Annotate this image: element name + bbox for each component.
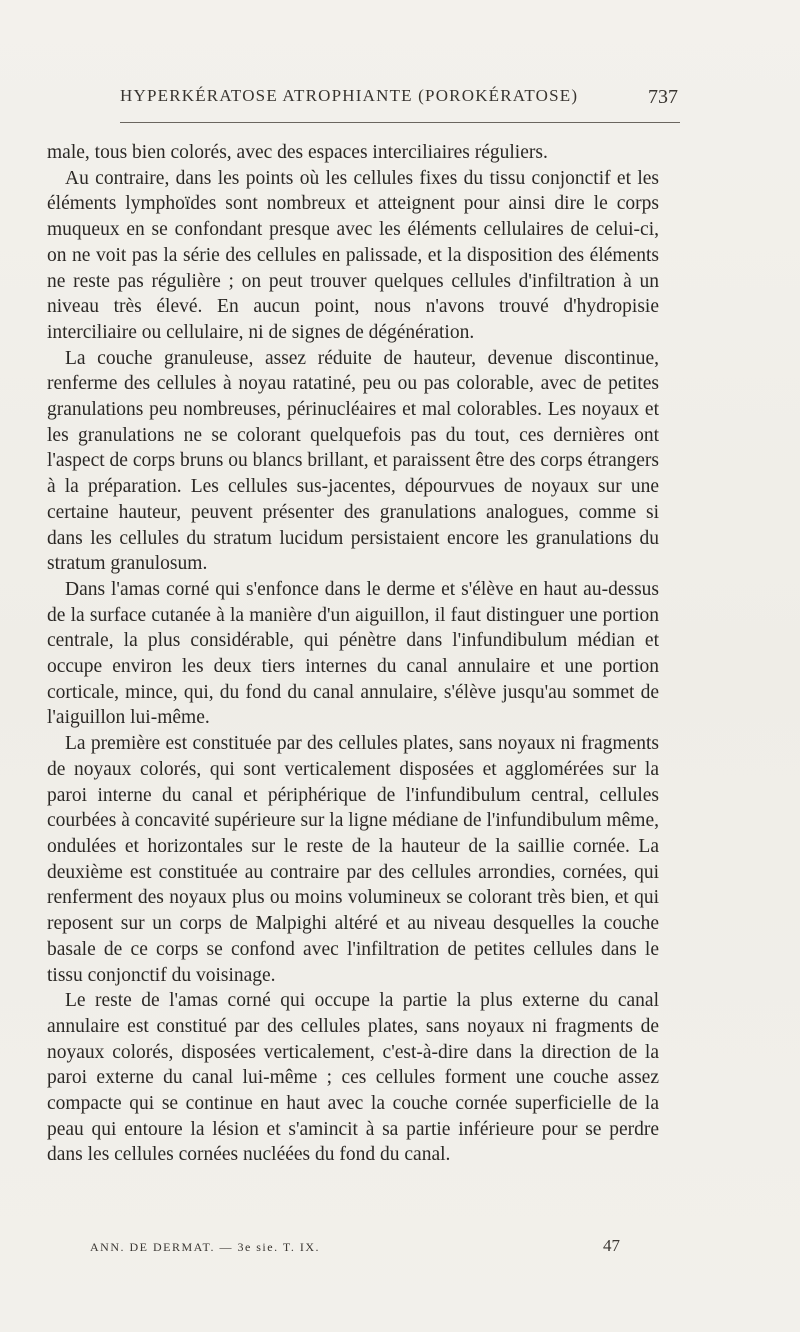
header-rule — [120, 122, 680, 123]
journal-reference: ANN. DE DERMAT. — 3e sie. T. IX. — [90, 1240, 320, 1254]
page-footer — [90, 1236, 620, 1258]
page-number: 737 — [648, 86, 678, 108]
paragraph-3: La couche granuleuse, assez réduite de hauteur, devenue discontinue, renferme des cellules à noyau ratatiné, peu ou pas colorable, avec de petites granulations peu nombreuses, périnucléaires et mal colorables. Les noyaux et les granulations ne se colorant quelquefois pas du tout, ces dernières ont l'aspect de corps bruns ou blancs brillant, et paraissent être des corps étrangers à la préparation. Les cellules sus-jacentes, dépourvues de noyaux sur une certaine hauteur, peuvent présenter des granulations analogues, comme si dans les cellules du stratum lucidum persistaient encore les granulations du stratum granulosum. — [47, 347, 659, 575]
running-header — [120, 86, 680, 110]
paragraph-5: La première est constituée par des cellules plates, sans noyaux ni fragments de noyaux colorés, qui sont verticalement disposées et agglomérées sur la paroi interne du canal et périphérique de l'infundibulum central, cellules courbées à concavité supérieure sur la ligne médiane de l'infundibulum même, ondulées et horizontales sur le reste de la hauteur de la saillie cornée. La deuxième est constituée au contraire par des cellules arrondies, cornées, qui renferment des noyaux plus ou moins volumineux se colorant très bien, et qui reposent sur un corps de Malpighi altéré et au niveau desquelles la couche basale de ce corps se confond avec l'infiltration de petites cellules dans le tissu conjonctif du voisinage. — [47, 733, 659, 986]
paragraph-4: Dans l'amas corné qui s'enfonce dans le derme et s'élève en haut au-dessus de la surface cutanée à la manière d'un aiguillon, il faut distinguer une portion centrale, la plus considérable, qui pénètre dans l'infundibulum médian et occupe environ les deux tiers internes du canal annulaire et une portion corticale, mince, qui, du fond du canal annulaire, s'élève jusqu'au sommet de l'aiguillon lui-même. — [47, 578, 659, 729]
running-title: HYPERKÉRATOSE ATROPHIANTE (POROKÉRATOSE) — [120, 86, 579, 105]
paragraph-1: male, tous bien colorés, avec des espaces interciliaires réguliers. — [47, 142, 548, 163]
signature-number: 47 — [603, 1236, 620, 1255]
body-text — [47, 140, 659, 1168]
paragraph-6: Le reste de l'amas corné qui occupe la partie la plus externe du canal annulaire est constitué par des cellules plates, sans noyaux ni fragments de noyaux colorés, disposées verticalement, c'est-à-dire dans la direction de la paroi externe du canal lui-même ; ces cellules forment une couche assez compacte qui se continue en haut avec la couche cornée superficielle de la peau qui entoure la lésion et s'amincit à sa partie inférieure pour se perdre dans les cellules cornées nucléées du fond du canal. — [47, 990, 659, 1166]
paragraph-2: Au contraire, dans les points où les cellules fixes du tissu conjonctif et les éléments lymphoïdes sont nombreux et atteignent pour ainsi dire le corps muqueux en se confondant presque avec les éléments cellulaires de celui-ci, on ne voit pas la série des cellules en palissade, et la disposition des éléments ne reste pas régulière ; on peut trouver quelques cellules d'infiltration à un niveau très élevé. En aucun point, nous n'avons trouvé d'hydropisie interciliaire ou cellulaire, ni de signes de dégénération. — [47, 167, 659, 343]
